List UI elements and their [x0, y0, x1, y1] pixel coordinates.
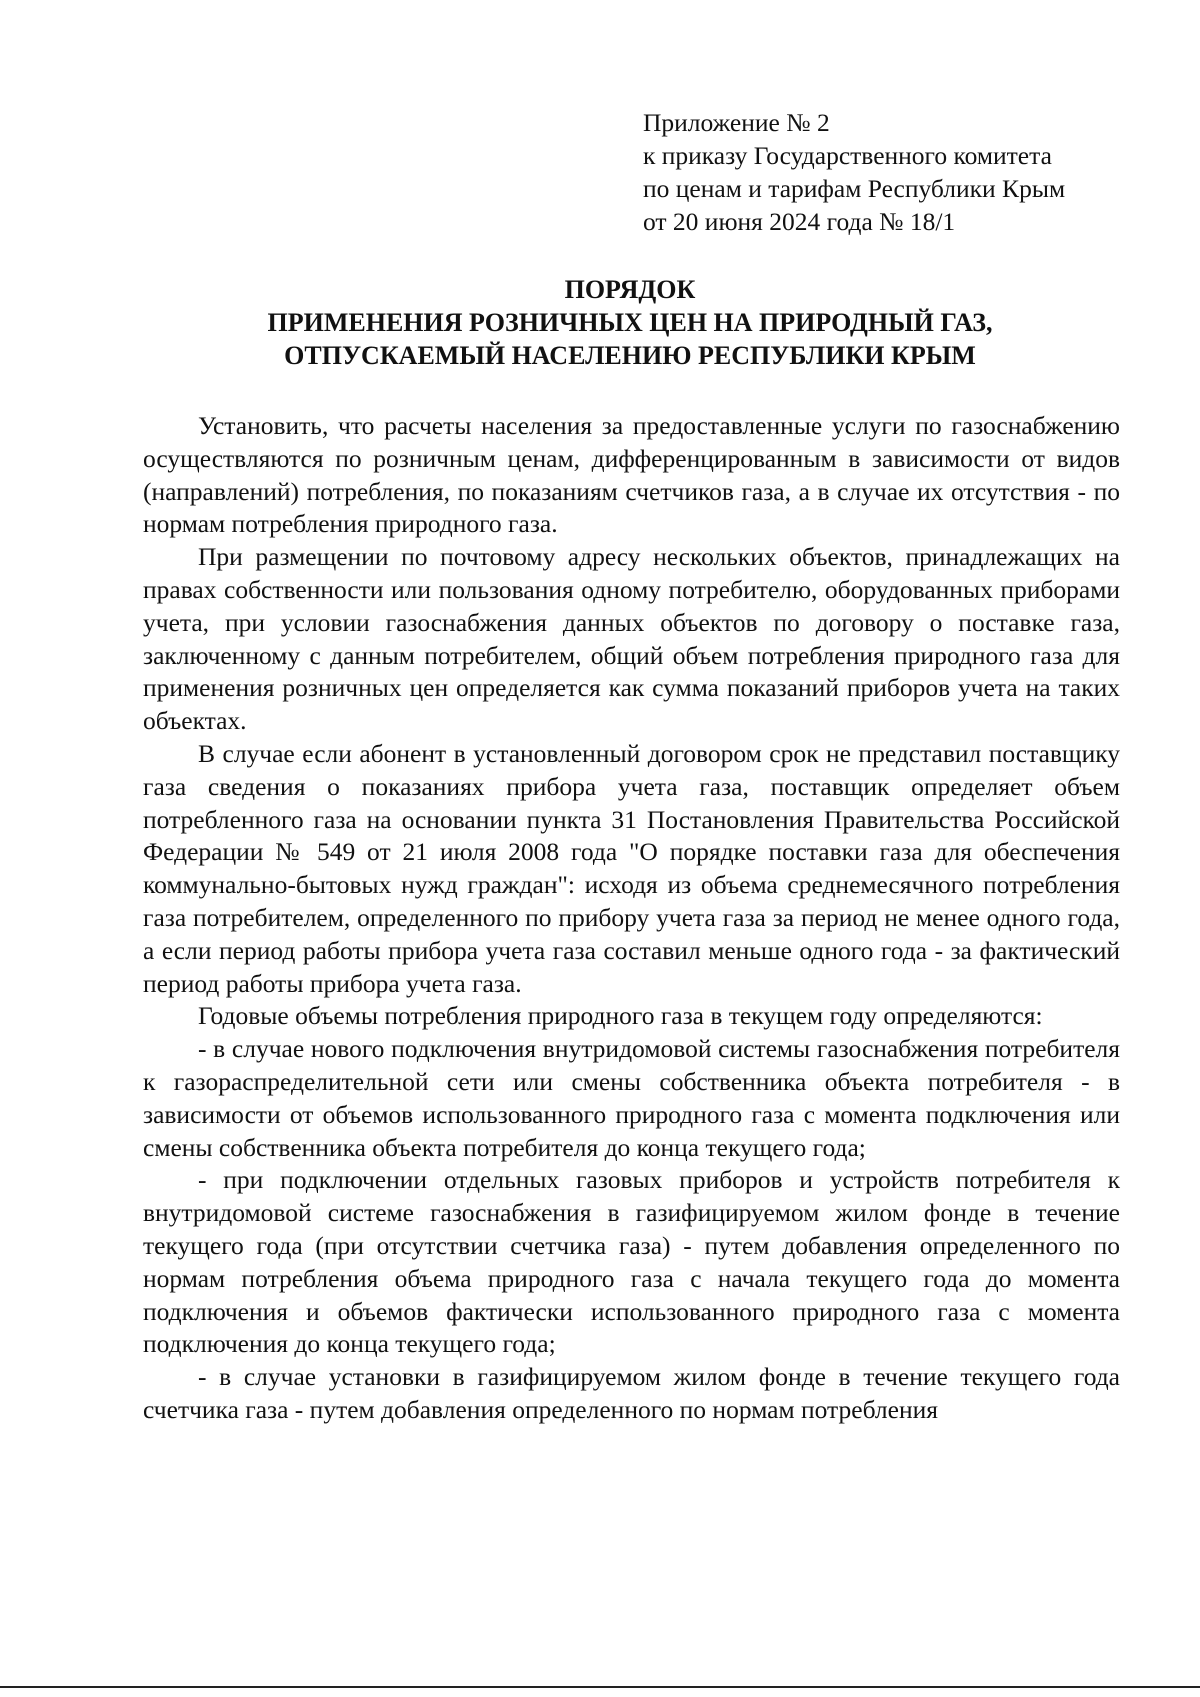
paragraph: Годовые объемы потребления природного газа в текущем году определяются:: [198, 1001, 1043, 1031]
title-line-1: ПОРЯДОК: [564, 275, 696, 304]
paragraph: В случае если абонент в установленный договором срок не представил поставщику газа сведения о показаниях прибора учета газа, поставщик определяет объем потребленного газа на основании пункта 31 Постановления Правительства Российской Федерации № 549 от 21 июля 2008 года "О порядке поставки газа для обеспечения коммунально-бытовых нужд граждан": исходя из объема среднемесячного потребления газа потребителем, определенного по прибору учета газа за период не менее одного года, а если период работы прибора учета газа составил меньше одного года - за фактический период работы прибора учета газа.: [143, 738, 1120, 998]
title-line-3: ОТПУСКАЕМЫЙ НАСЕЛЕНИЮ РЕСПУБЛИКИ КРЫМ: [284, 341, 976, 370]
attachment-line: от 20 июня 2024 года № 18/1: [643, 207, 956, 236]
attachment-line: к приказу Государственного комитета: [643, 141, 1052, 170]
attachment-line: Приложение № 2: [643, 108, 830, 137]
document-body: [143, 410, 1120, 1427]
paragraph: При размещении по почтовому адресу нескольких объектов, принадлежащих на правах собственности или пользования одному потребителю, оборудованных приборами учета, при условии газоснабжения данных объектов по договору о поставке газа, заключенному с данным потребителем, общий объем потребления природного газа для применения розничных цен определяется как сумма показаний приборов учета на таких объектах.: [143, 542, 1120, 736]
list-item: - при подключении отдельных газовых приборов и устройств потребителя к внутридомовой системе газоснабжения в газифицируемом жилом фонде в течение текущего года (при отсутствии счетчика газа) - путем добавления определенного по нормам потребления объема природного газа с начала текущего года до момента подключения и объемов фактически использованного природного газа с момента подключения до конца текущего года;: [143, 1165, 1120, 1359]
title-line-2: ПРИМЕНЕНИЯ РОЗНИЧНЫХ ЦЕН НА ПРИРОДНЫЙ ГАЗ,: [267, 308, 993, 337]
attachment-note: [643, 106, 1065, 238]
document-title: [140, 273, 1120, 372]
list-item: - в случае нового подключения внутридомовой системы газоснабжения потребителя к газораспределительной сети или смены собственника объекта потребителя - в зависимости от объемов использованного природного газа с момента подключения или смены собственника объекта потребителя до конца текущего года;: [143, 1034, 1120, 1162]
paragraph: Установить, что расчеты населения за предоставленные услуги по газоснабжению осуществляются по розничным ценам, дифференцированным в зависимости от видов (направлений) потребления, по показаниям счетчиков газа, а в случае их отсутствия - по нормам потребления природного газа.: [143, 411, 1120, 539]
list-item: - в случае установки в газифицируемом жилом фонде в течение текущего года счетчика газа - путем добавления определенного по нормам потребления: [143, 1362, 1120, 1424]
page-bottom-rule: [0, 1686, 1200, 1688]
attachment-line: по ценам и тарифам Республики Крым: [643, 174, 1066, 203]
